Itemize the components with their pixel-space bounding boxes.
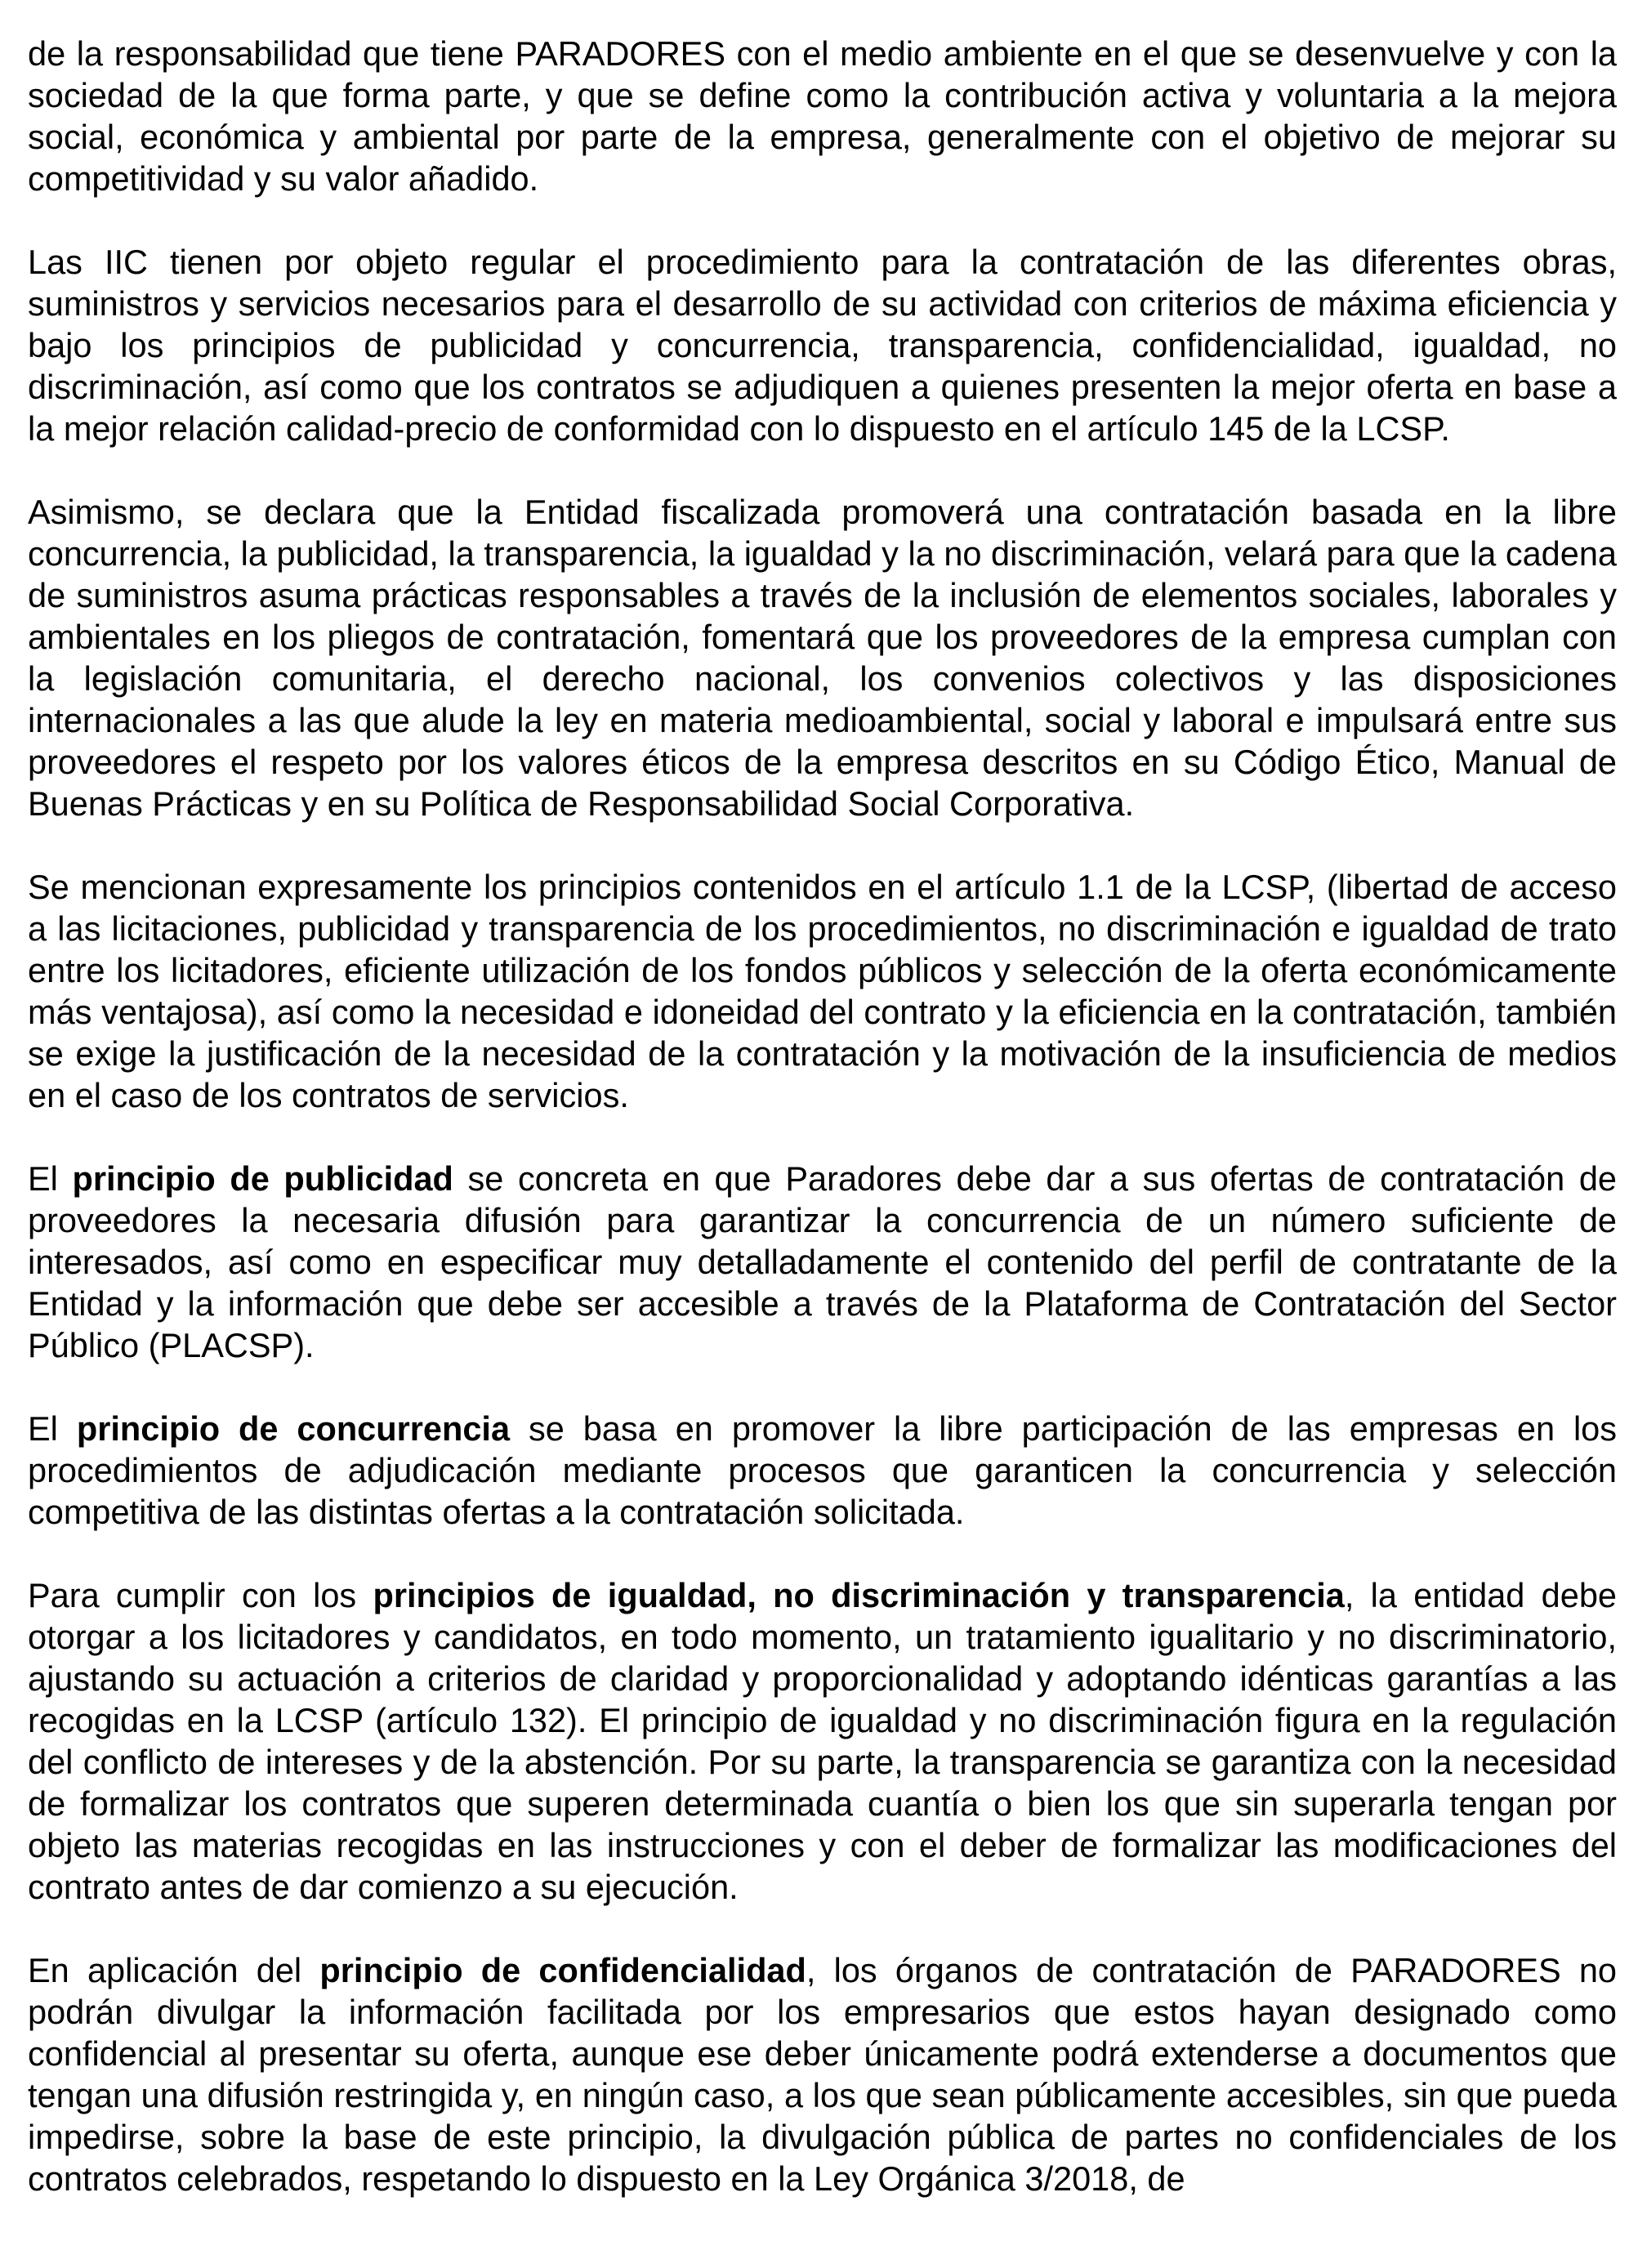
- paragraph-principios-lcsp: [28, 866, 1617, 1116]
- paragraph-rsc-intro: [28, 33, 1617, 199]
- paragraph-text: En aplicación del: [28, 1951, 320, 1989]
- bold-term: principio de confidencialidad: [319, 1951, 806, 1989]
- paragraph-text: se basa en promover la libre participación de las empresas en los procedimientos de adjudicación mediante procesos que garanticen la concurrencia y selección competitiva de las distintas ofertas a la contratación solicitada.: [28, 1409, 1618, 1531]
- bold-term: principio de concurrencia: [76, 1409, 511, 1448]
- paragraph-principio-concurrencia: [28, 1408, 1617, 1533]
- document-page: [28, 33, 1617, 2199]
- paragraph-text: Las IIC tienen por objeto regular el procedimiento para la contratación de las diferentes obras, suministros y servicios necesarios para el desarrollo de su actividad con criterios de máxima eficiencia y bajo los principios de publicidad y concurrencia, transparencia, confidencialidad, igualdad, no discriminación, así como que los contratos se adjudiquen a quienes presenten la mejor oferta en base a la mejor relación calidad-precio de conformidad con lo dispuesto en el artículo 145 de la LCSP.: [28, 243, 1617, 448]
- bold-term: principio de publicidad: [72, 1159, 453, 1198]
- paragraph-text: Para cumplir con los: [28, 1576, 373, 1614]
- paragraph-principios-igualdad: [28, 1574, 1617, 1908]
- paragraph-text: , la entidad debe otorgar a los licitadores y candidatos, en todo momento, un tratamiento igualitario y no discriminatorio, ajustando su actuación a criterios de claridad y proporcionalidad y adoptando idénticas garantías a las recogidas en la LCSP (artículo 132). El principio de igualdad y no discriminación figura en la regulación del conflicto de intereses y de la abstención. Por su parte, la transparencia se garantiza con la necesidad de formalizar los contratos que superen determinada cuantía o bien los que sin superarla tengan por objeto las materias recogidas en las instrucciones y con el deber de formalizar las modificaciones del contrato antes de dar comienzo a su ejecución.: [28, 1576, 1617, 1906]
- paragraph-text: de la responsabilidad que tiene PARADORES con el medio ambiente en el que se desenvuelve y con la sociedad de la que forma parte, y que se define como la contribución activa y voluntaria a la mejora social, económica y ambiental por parte de la empresa, generalmente con el objetivo de mejorar su competitividad y su valor añadido.: [28, 34, 1617, 198]
- paragraph-text: Asimismo, se declara que la Entidad fiscalizada promoverá una contratación basada en la libre concurrencia, la publicidad, la transparencia, la igualdad y la no discriminación, velará para que la cadena de suministros asuma prácticas responsables a través de la inclusión de elementos sociales, laborales y ambientales en los pliegos de contratación, fomentará que los proveedores de la empresa cumplan con la legislación comunitaria, el derecho nacional, los convenios colectivos y las disposiciones internacionales a las que alude la ley en materia medioambiental, social y laboral e impulsará entre sus proveedores el respeto por los valores éticos de la empresa descritos en su Código Ético, Manual de Buenas Prácticas y en su Política de Responsabilidad Social Corporativa.: [28, 493, 1617, 823]
- paragraph-text: se concreta en que Paradores debe dar a sus ofertas de contratación de proveedores la necesaria difusión para garantizar la concurrencia de un número suficiente de interesados, así como en especificar muy detalladamente el contenido del perfil de contratante de la Entidad y la información que debe ser accesible a través de la Plataforma de Contratación del Sector Público (PLACSP).: [28, 1159, 1617, 1364]
- paragraph-iic-objeto: [28, 241, 1617, 449]
- paragraph-principio-confidencialidad: [28, 1949, 1617, 2199]
- paragraph-asimismo: [28, 491, 1617, 824]
- paragraph-text: El: [28, 1409, 77, 1448]
- bold-term: principios de igualdad, no discriminación y transparencia: [373, 1576, 1345, 1614]
- paragraph-text: , los órganos de contratación de PARADORES no podrán divulgar la información facilitada por los empresarios que estos hayan designado como confidencial al presentar su oferta, aunque ese deber únicamente podrá extenderse a documentos que tengan una difusión restringida y, en ningún caso, a los que sean públicamente accesibles, sin que pueda impedirse, sobre la base de este principio, la divulgación pública de partes no confidenciales de los contratos celebrados, respetando lo dispuesto en la Ley Orgánica 3/2018, de: [28, 1951, 1617, 2198]
- paragraph-text: El: [28, 1159, 73, 1198]
- paragraph-principio-publicidad: [28, 1158, 1617, 1366]
- paragraph-text: Se mencionan expresamente los principios contenidos en el artículo 1.1 de la LCSP, (libertad de acceso a las licitaciones, publicidad y transparencia de los procedimientos, no discriminación e igualdad de trato entre los licitadores, eficiente utilización de los fondos públicos y selección de la oferta económicamente más ventajosa), así como la necesidad e idoneidad del contrato y la eficiencia en la contratación, también se exige la justificación de la necesidad de la contratación y la motivación de la insuficiencia de medios en el caso de los contratos de servicios.: [28, 868, 1617, 1114]
